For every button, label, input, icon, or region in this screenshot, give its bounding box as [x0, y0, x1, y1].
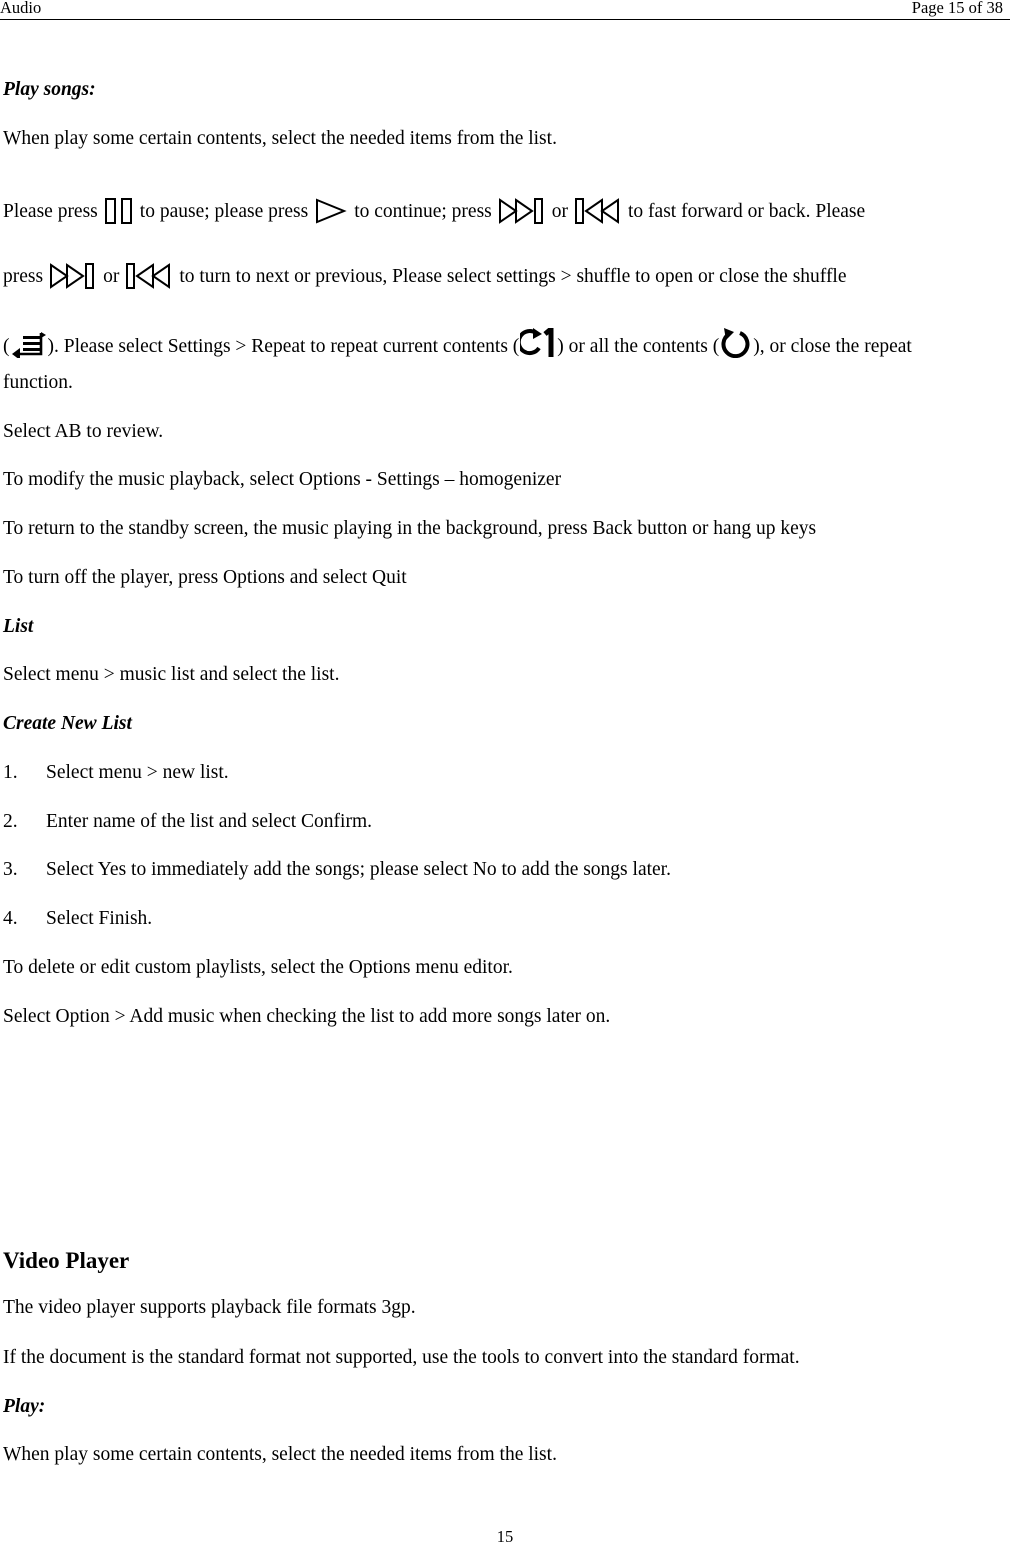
header-page-indicator: Page 15 of 38	[911, 0, 1003, 17]
list-item: 2. Enter name of the list and select Confirm.	[3, 811, 372, 832]
list-text: Select menu > music list and select the list.	[3, 664, 340, 685]
list-item: 4. Select Finish.	[3, 908, 153, 929]
video-convert-text: If the document is the standard format not supported, use the tools to convert into the standard format.	[3, 1347, 800, 1368]
repeat-function-end: function.	[3, 372, 73, 393]
play-songs-heading: Play songs:	[3, 79, 96, 100]
create-list-heading: Create New List	[3, 713, 132, 734]
play-icon	[314, 198, 348, 224]
playback-controls-line-2: press or to turn to next or previous, Please select settings > shuffle to open or close the shuffle	[3, 263, 847, 289]
pause-icon	[104, 198, 134, 224]
list-heading: List	[3, 616, 34, 637]
play-songs-intro: When play some certain contents, select the needed items from the list.	[3, 128, 557, 149]
shuffle-repeat-line: ( ). Please select Settings > Repeat to repeat current contents ( ) or all the contents ( ), or close the repeat	[3, 328, 912, 358]
playback-controls-line-1: Please press to pause; please press to continue; press or to fast forward or back. Please	[3, 198, 865, 224]
standby-return-text: To return to the standby screen, the music playing in the background, press Back button or hang up keys	[3, 518, 817, 539]
video-formats-text: The video player supports playback file formats 3gp.	[3, 1297, 416, 1318]
fast-forward-icon	[498, 198, 546, 224]
add-music-text: Select Option > Add music when checking the list to add more songs later on.	[3, 1006, 611, 1027]
ab-review-text: Select AB to review.	[3, 421, 164, 442]
video-play-heading: Play:	[3, 1396, 46, 1417]
list-item: 1. Select menu > new list.	[3, 762, 229, 783]
fast-forward-icon	[49, 263, 97, 289]
video-player-heading: Video Player	[3, 1248, 130, 1273]
header-section-title: Audio	[0, 0, 42, 17]
rewind-icon	[574, 198, 622, 224]
turn-off-text: To turn off the player, press Options and select Quit	[3, 567, 407, 588]
modify-playback-text: To modify the music playback, select Options - Settings – homogenizer	[3, 469, 562, 490]
rewind-icon	[125, 263, 173, 289]
list-item: 3. Select Yes to immediately add the songs; please select No to add the songs later.	[3, 859, 671, 880]
shuffle-icon	[11, 332, 47, 358]
video-play-text: When play some certain contents, select the needed items from the list.	[3, 1444, 557, 1465]
repeat-one-icon	[520, 328, 556, 358]
header-divider	[0, 19, 1010, 20]
page-number: 15	[496, 1527, 514, 1546]
delete-playlist-text: To delete or edit custom playlists, select the Options menu editor.	[3, 957, 513, 978]
repeat-all-icon	[720, 328, 752, 358]
